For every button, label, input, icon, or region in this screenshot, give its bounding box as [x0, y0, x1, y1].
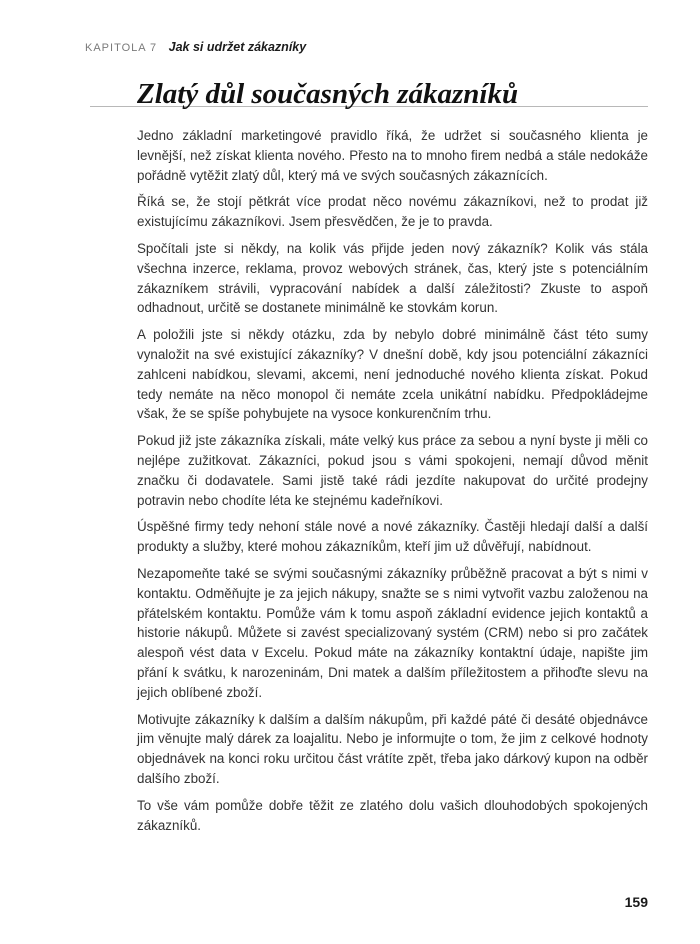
body-paragraph: Nezapomeňte také se svými současnými zákazníky průběžně pracovat a být s nimi v kontaktu. Odměňujte je za jejich nákupy, snažte se s nimi vytvořit vazbu založenou na přátelském kontaktu. Pomůže vám k tomu aspoň základní evidence jejich kontaktů a historie nákupů. Můžete si zavést specializovaný systém (CRM) nebo si pro začátek alespoň vést data v Excelu. Pokud máte na zákazníky kontaktní údaje, napište jim přání k svátku, k narozeninám, Dni matek a dalším příležitostem a přihoďte slevu na jejich oblíbené zboží.: [137, 565, 648, 700]
body-paragraph: Spočítali jste si někdy, na kolik vás přijde jeden nový zákazník? Kolik vás stála všechna inzerce, reklama, provoz webových stránek, čas, který jste s potenciálním zákazníkem strávili, vypracování nabídek a další záležitosti? Zkuste to aspoň odhadnout, určitě se dostanete minimálně ke stovkám korun.: [137, 240, 648, 316]
chapter-title: Jak si udržet zákazníky: [168, 40, 307, 54]
body-paragraph: To vše vám pomůže dobře těžit ze zlatého dolu vašich dlouhodobých spokojených zákazníků.: [137, 797, 648, 833]
body-paragraph: Motivujte zákazníky k dalším a dalším nákupům, při každé páté či desáté objednávce jim věnujte malý dárek za loajalitu. Nebo je informujte o tom, že jim z celkové hodnoty objednávek na konci roku určitou část vrátíte zpět, třeba jako dárkový kupon na odběr dalšího zboží.: [137, 711, 648, 786]
running-header: [85, 38, 306, 56]
body-paragraph: Říká se, že stojí pětkrát více prodat něco novému zákazníkovi, než to prodat již existujícímu zákazníkovi. Jsem přesvědčen, že je to pravda.: [137, 194, 648, 230]
page-number: 159: [624, 894, 648, 910]
body-text: [137, 126, 648, 835]
chapter-label: KAPITOLA 7: [85, 42, 158, 54]
body-paragraph: Jedno základní marketingové pravidlo říká, že udržet si současného klienta je levnější, než získat klienta nového. Přesto na to mnoho firem nedbá a stále nedokáže pořádně vytěžit zlatý důl, který má ve svých současných zákaznících.: [137, 128, 648, 183]
body-paragraph: A položili jste si někdy otázku, zda by nebylo dobré minimálně část této sumy vynaložit na své existující zákazníky? V dnešní době, kdy jsou potenciální zákazníci zahlceni nabídkou, slevami, akcemi, není jednoduché nového klienta získat. Pokud tedy nemáte na něco monopol či nemáte zcela unikátní nabídku. Předpokládejme však, že se spíše pohybujete na vysoce konkurenčním trhu.: [137, 327, 648, 422]
section-title: Zlatý důl současných zákazníků: [137, 78, 519, 110]
body-paragraph: Úspěšné firmy tedy nehoní stále nové a nové zákazníky. Častěji hledají další a další produkty a služby, které mohou zákazníkům, kteří jim už důvěřují, nabídnout.: [137, 519, 648, 555]
body-paragraph: Pokud již jste zákazníka získali, máte velký kus práce za sebou a nyní byste ji měli co nejlépe zužitkovat. Zákazníci, pokud jsou s vámi spokojeni, nemají důvod měnit značku či dodavatele. Sami jistě také rádi jezdíte nakupovat do určité prodejny potravin nebo chodíte léta ke stejnému kadeřníkovi.: [137, 433, 648, 508]
page-content: [137, 78, 648, 842]
